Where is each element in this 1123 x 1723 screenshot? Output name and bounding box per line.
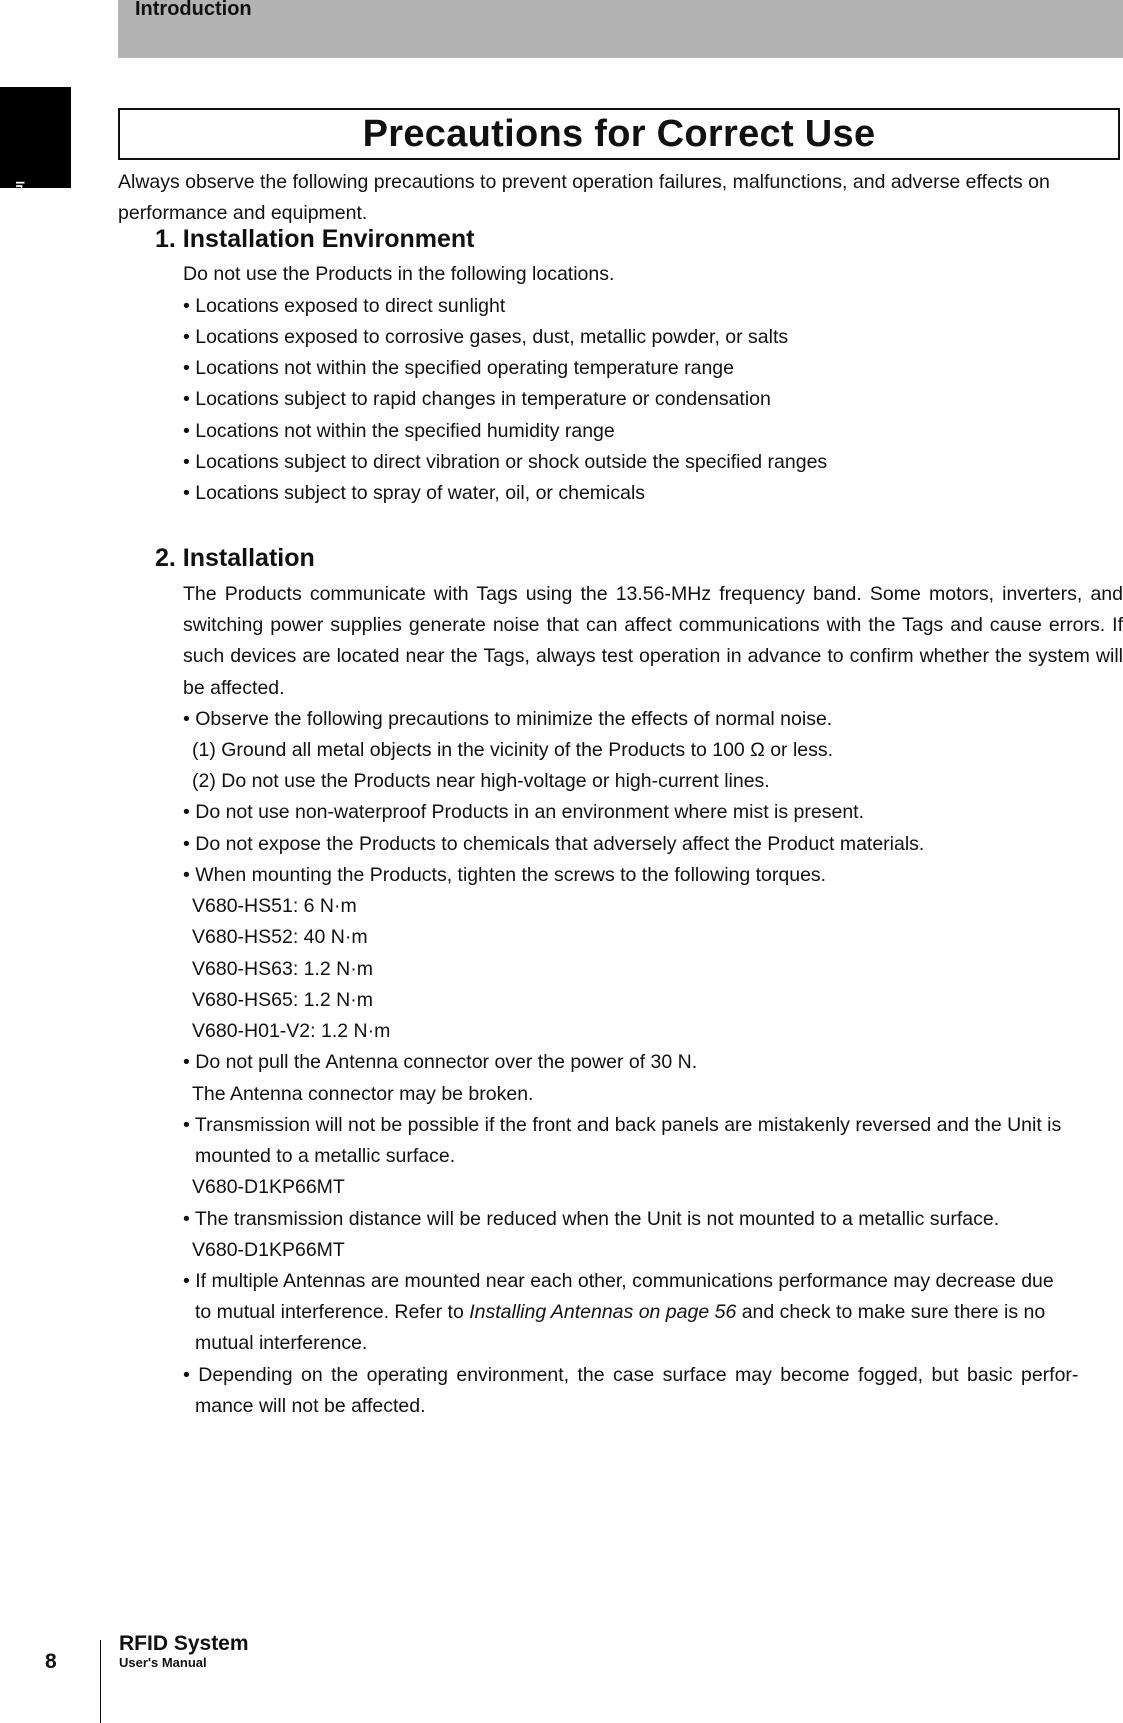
- list-item: • Locations subject to rapid changes in temperature or condensation: [183, 388, 771, 410]
- sub-item: (2) Do not use the Products near high-voltage or high-current lines.: [192, 770, 770, 792]
- section-2-paragraph: The Products communicate with Tags using the 13.56-MHz frequency band. Some motors, inverters, and switching power supplies generate noise that can affect communications with the Tags and cause errors. If such devices are located near the Tags, always test operation in advance to confirm whether the system will be affected.: [183, 583, 1123, 699]
- page-title: Precautions for Correct Use: [362, 112, 876, 155]
- side-tab: [0, 87, 71, 251]
- torque-spec: V680-HS63: 1.2 N·m: [192, 958, 373, 980]
- footer-divider: [100, 1640, 101, 1723]
- header-section-title: Introduction: [135, 0, 252, 20]
- torque-spec: V680-HS51: 6 N·m: [192, 895, 357, 917]
- torque-spec: V680-HS52: 40 N·m: [192, 926, 368, 948]
- list-item-line: mounted to a metallic surface.: [195, 1145, 456, 1168]
- side-tab-label: Introduction: [13, 181, 27, 251]
- sub-item: (1) Ground all metal objects in the vicinity of the Products to 100 Ω or less.: [192, 739, 834, 761]
- list-item: • Do not expose the Products to chemicals that adversely affect the Product materials.: [183, 833, 925, 855]
- section-2-heading: 2. Installation: [155, 544, 315, 572]
- torque-spec: V680-HS65: 1.2 N·m: [192, 989, 373, 1011]
- list-item: • Locations exposed to corrosive gases, dust, metallic powder, or salts: [183, 326, 789, 348]
- list-item-line: • If multiple Antennas are mounted near each other, communications performance may decrease due: [183, 1270, 1054, 1292]
- page-number: 8: [45, 1650, 57, 1673]
- header-bar: [118, 0, 1123, 58]
- list-item-line: mutual interference.: [195, 1332, 368, 1355]
- text-run: to mutual interference. Refer to: [195, 1301, 470, 1324]
- list-item: • Locations subject to direct vibration or shock outside the specified ranges: [183, 451, 828, 473]
- list-item-multiple-antennas: [183, 1266, 1123, 1360]
- page-title-box: [118, 108, 1120, 160]
- list-item-line: mance will not be affected.: [195, 1395, 426, 1418]
- intro-paragraph: Always observe the following precautions to prevent operation failures, malfunctions, and adverse effects on performance and equipment.: [118, 171, 1050, 224]
- list-item: • When mounting the Products, tighten the screws to the following torques.: [183, 864, 827, 886]
- list-item: • Locations exposed to direct sunlight: [183, 295, 506, 317]
- section-1-heading: 1. Installation Environment: [155, 225, 475, 253]
- list-item: • Do not pull the Antenna connector over the power of 30 N.: [183, 1051, 698, 1073]
- footer-subtitle: User's Manual: [119, 1655, 207, 1670]
- list-item: • The transmission distance will be reduced when the Unit is not mounted to a metallic surface.: [183, 1208, 1000, 1230]
- model-number: V680-D1KP66MT: [192, 1176, 345, 1198]
- note-line: The Antenna connector may be broken.: [192, 1083, 534, 1105]
- section-1-lead: Do not use the Products in the following locations.: [183, 263, 615, 285]
- list-item-line: • Transmission will not be possible if the front and back panels are mistakenly reversed and the Unit is: [183, 1114, 1062, 1136]
- list-item-line: • Depending on the operating environment, the case surface may become fogged, but basic perfor-: [183, 1364, 1079, 1386]
- list-item: • Locations not within the specified humidity range: [183, 420, 615, 442]
- list-item: • Locations not within the specified operating temperature range: [183, 357, 734, 379]
- list-item: • Do not use non-waterproof Products in an environment where mist is present.: [183, 801, 864, 823]
- list-item-line: [183, 1297, 1123, 1328]
- list-item: • Locations subject to spray of water, oil, or chemicals: [183, 482, 646, 504]
- torque-spec: V680-H01-V2: 1.2 N·m: [192, 1020, 391, 1042]
- cross-reference-link[interactable]: Installing Antennas on page 56: [469, 1301, 737, 1324]
- text-run: and check to make sure there is no: [736, 1301, 1046, 1324]
- list-item-transmission: [183, 1110, 1123, 1172]
- footer-title: RFID System: [119, 1632, 249, 1655]
- model-number: V680-D1KP66MT: [192, 1239, 345, 1261]
- list-item: • Observe the following precautions to minimize the effects of normal noise.: [183, 708, 833, 730]
- list-item-fogging: [183, 1360, 1123, 1422]
